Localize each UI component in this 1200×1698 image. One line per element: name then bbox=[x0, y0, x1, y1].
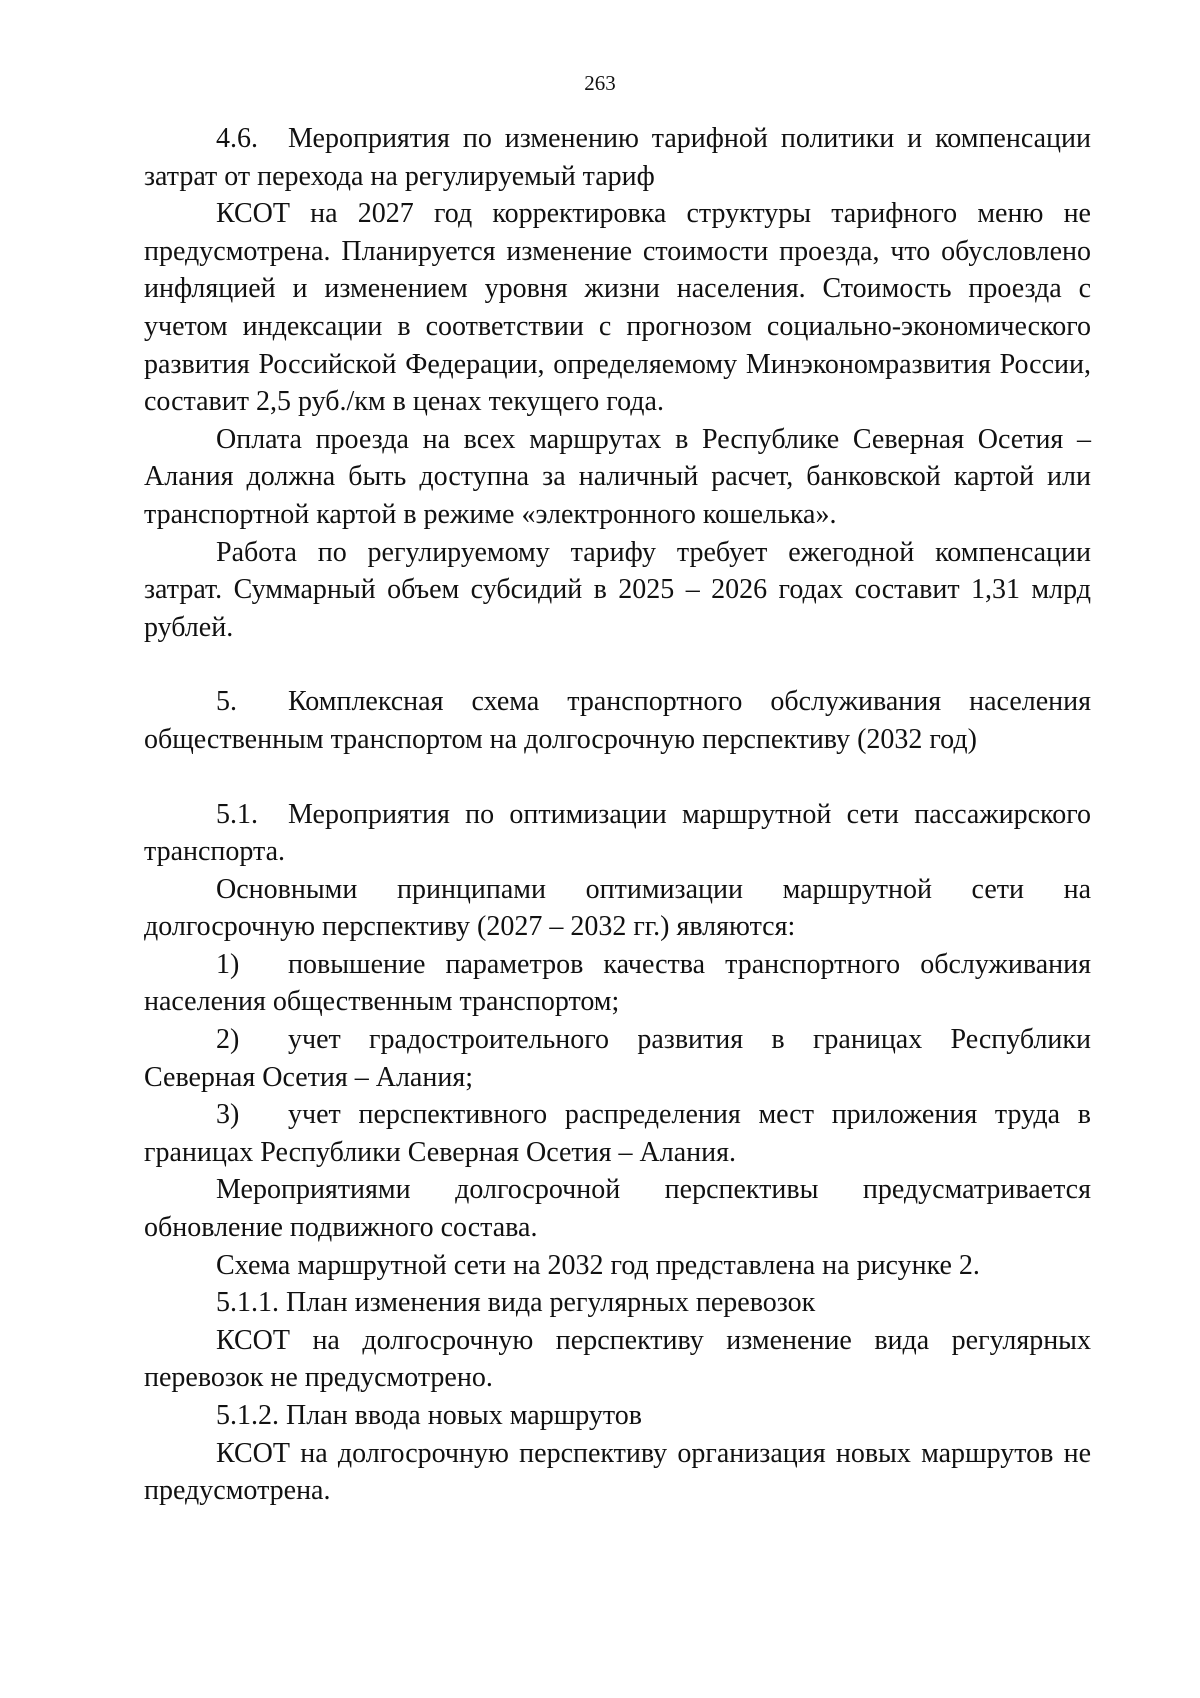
section-heading-5-1 bbox=[144, 796, 1091, 871]
list-number: 2) bbox=[216, 1024, 240, 1056]
section-number: 5.1. bbox=[216, 798, 258, 830]
subsection-heading-5-1-2: 5.1.2. План ввода новых маршрутов bbox=[216, 1400, 642, 1431]
paragraph-route-scheme: Схема маршрутной сети на 2032 год представлена на рисунке 2. bbox=[216, 1249, 980, 1281]
paragraph-payment: Оплата проезда на всех маршрутах в Республике Северная Осетия – Алания должна быть доступна за наличный расчет, банковской картой или транспортной картой в режиме «электронного кошелька». bbox=[144, 423, 1091, 530]
section-title: Мероприятия по оптимизации маршрутной сети пассажирского транспорта. bbox=[144, 798, 1091, 868]
list-text: повышение параметров качества транспортного обслуживания населения общественным транспортом; bbox=[144, 948, 1091, 1018]
paragraph-tariff-menu: КСОТ на 2027 год корректировка структуры тарифного меню не предусмотрена. Планируется изменение стоимости проезда, что обусловлено инфляцией и изменением уровня жизни населения. Стоимость проезда с учетом индексации в соответствии с прогнозом социально-экономического развития Российской Федерации, определяемому Минэкономразвития России, составит 2,5 руб./км в ценах текущего года. bbox=[144, 198, 1091, 418]
paragraph-principles: Основными принципами оптимизации маршрутной сети на долгосрочную перспективу (2027 – 2032 гг.) являются: bbox=[144, 873, 1091, 943]
list-item-1 bbox=[144, 946, 1091, 1021]
list-item-3 bbox=[144, 1096, 1091, 1171]
paragraph-transport-type: КСОТ на долгосрочную перспективу изменение вида регулярных перевозок не предусмотрено. bbox=[144, 1324, 1091, 1394]
section-number: 5. bbox=[216, 686, 237, 718]
section-title: Комплексная схема транспортного обслуживания населения общественным транспортом на долгосрочную перспективу (2032 год) bbox=[144, 686, 1091, 755]
list-text: учет перспективного распределения мест приложения труда в границах Республики Северная Осетия – Алания. bbox=[144, 1099, 1091, 1168]
section-number: 4.6. bbox=[216, 123, 258, 154]
spacer bbox=[144, 759, 1091, 796]
list-number: 1) bbox=[216, 948, 240, 980]
list-item-2 bbox=[144, 1021, 1091, 1096]
section-heading-4-6 bbox=[144, 120, 1091, 195]
paragraph-new-routes: КСОТ на долгосрочную перспективу организация новых маршрутов не предусмотрена. bbox=[144, 1437, 1091, 1507]
list-text: учет градостроительного развития в границах Республики Северная Осетия – Алания; bbox=[144, 1024, 1091, 1093]
document-body bbox=[144, 120, 1091, 1510]
subsection-heading-5-1-1: 5.1.1. План изменения вида регулярных перевозок bbox=[216, 1287, 816, 1319]
page-number: 263 bbox=[584, 71, 616, 95]
paragraph-fleet-update: Мероприятиями долгосрочной перспективы предусматривается обновление подвижного состава. bbox=[144, 1174, 1091, 1244]
list-number: 3) bbox=[216, 1099, 240, 1131]
section-heading-5 bbox=[144, 683, 1091, 758]
spacer bbox=[144, 646, 1091, 683]
section-title: Мероприятия по изменению тарифной политики и компенсации затрат от перехода на регулируемый тариф bbox=[144, 123, 1091, 192]
paragraph-compensation: Работа по регулируемому тарифу требует ежегодной компенсации затрат. Суммарный объем субсидий в 2025 – 2026 годах составит 1,31 млрд рублей. bbox=[144, 536, 1091, 643]
